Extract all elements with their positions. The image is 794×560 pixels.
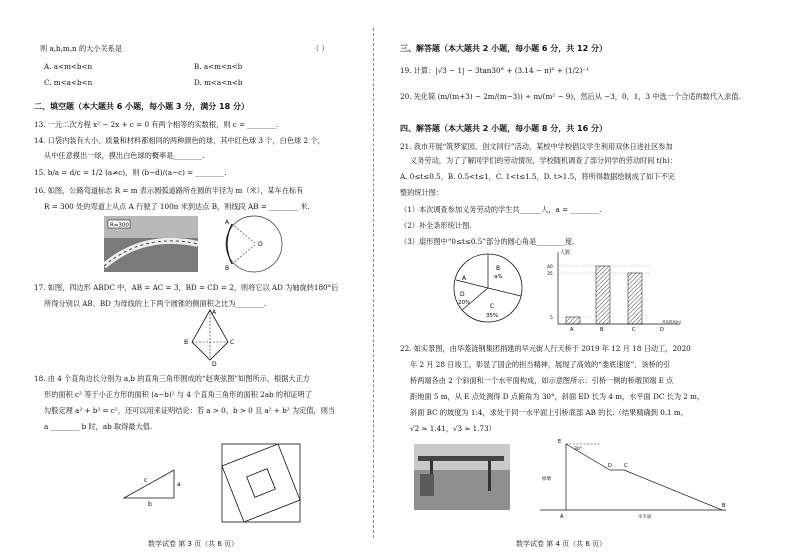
bar-y-tick-35: 35	[547, 272, 553, 277]
q18-label-b: b	[148, 501, 152, 508]
q17-kite-figure	[182, 306, 238, 366]
bar-y-tick-40: 40	[547, 265, 553, 270]
q13: 13. 一元二次方程 x² − 2x + c = 0 有两个相等的实数根，则 c = ________.	[34, 120, 279, 129]
q14-line2: 从中任意摸出一球，摸出白色球的概率是________.	[44, 151, 205, 160]
curve-sign-text: R=300	[110, 222, 129, 229]
left-page-footer: 数学试卷 第 3 页（共 6 页）	[148, 540, 239, 548]
q16-label-b: B	[225, 265, 230, 272]
q16-line1: 16. 如图，公路弯道标志 R = m 表示圆弧道路所在圆的半径为 m（米），某车在标有	[34, 186, 304, 195]
q22-label-c: C	[624, 463, 628, 469]
q21-line4: 整的统计图：	[400, 188, 444, 197]
pie-value-c: 35%	[486, 313, 499, 319]
q17-label-c: C	[230, 339, 235, 346]
q17-label-a: A	[212, 309, 217, 316]
bar-a	[566, 317, 580, 324]
pie-label-a: A	[462, 275, 467, 282]
q21-pie-chart	[450, 250, 526, 326]
q22-line4: 距地面 5 m，从 E 点处测得 D 点俯角为 30°，斜面 ED 长为 4 m，水平面 DC 长为 2 m，	[410, 392, 705, 401]
q22-line5: 斜面 BC 的坡度为 1:4，求处于同一水平面上引桥底部 AB 的长.（结果精确到 0.1 m，	[410, 408, 688, 417]
bar-x-c: C	[632, 327, 636, 333]
section-2-heading: 二、填空题（本大题共 6 小题，每小题 3 分，满分 18 分）	[34, 102, 249, 111]
q18-label-c: c	[144, 477, 148, 484]
q12-option-d: D. m<a<n<b	[194, 78, 243, 87]
bar-x-d: D	[660, 327, 664, 333]
q15: 15. b/a = d/c = 1/2 (a≠c)，则 (b−d)/(a−c) = ________.	[34, 168, 227, 177]
q18-line2: 形的面积 c² 等于小正方形的面积 (a−b)² 与 4 个直角三角形的面积 2ab 的和证明了	[44, 390, 312, 399]
q21-line2: 义务劳动，为了了解同学们的劳动情况，学校随机调查了部分同学的劳动时间 t(h)：	[410, 156, 677, 165]
q21-bar-chart	[544, 246, 694, 334]
q22-line3: 桥两端各由 2 个斜面和一个水平面构成，如示意图所示：引桥一侧的桥墩顶端 E 点	[410, 376, 674, 385]
q18-line1: 18. 由 4 个直角边长分别为 a,b 的直角三角形围成的“赵爽弦图”如图所示，根据大正方	[34, 374, 310, 383]
zhao-shuang-square	[222, 444, 300, 522]
q21-part2: （2）补全条形统计图.	[400, 221, 472, 230]
page-divider	[373, 28, 374, 538]
section-3-heading: 三、解答题（本大题共 2 小题，每小题 6 分，共 12 分）	[400, 44, 607, 53]
q16-arc	[227, 224, 232, 264]
bar-x-title: 劳动时间(h)	[662, 320, 681, 324]
q17-line2: 所得分别以 AB、BD 为母线的上下两个圆锥的侧面积之比为________.	[44, 299, 267, 308]
q16-circle	[226, 216, 282, 272]
q12-answer-paren: （ ）	[312, 44, 329, 53]
section-4-heading: 四、解答题（本大题共 2 小题，每小题 8 分，共 16 分）	[400, 124, 607, 133]
left-page	[30, 0, 358, 560]
q12-option-b: B. a<m<n<b	[194, 62, 243, 71]
q20: 20. 先化简 (m/(m+3) − 2m/(m−3)) ÷ m/(m² − 9)，然后从 −3，0，1，3 中选一个合适的数代入求值.	[400, 92, 741, 101]
q17-line1: 17. 如图，四边形 ABDC 中，AB = AC = 3，BD = CD = 2，则将它以 AD 为轴旋转180°后	[34, 283, 339, 292]
q22-label-d: D	[608, 463, 612, 469]
q22-label-b: B	[722, 503, 726, 509]
q21-line1: 21. 我市开展“筑梦家园，创文同行”活动，某校中学校倡议学生利用双休日进社区参加	[400, 142, 673, 151]
bar-x-b: B	[600, 327, 604, 333]
q16-label-a: A	[225, 219, 230, 226]
pie-value-b: a%	[494, 274, 503, 280]
q16-figure	[104, 214, 310, 274]
q22-label-pier: 桥墩	[542, 477, 551, 482]
q16-label-o: O	[258, 241, 263, 248]
q22-figure	[410, 434, 730, 520]
q18-label-a: a	[177, 481, 181, 488]
q12-option-a: A. a<m<b<n	[44, 62, 93, 71]
q18-figure	[110, 440, 310, 526]
right-triangle	[124, 470, 174, 498]
q22-label-e: E	[558, 439, 562, 445]
right-page	[396, 0, 741, 560]
q22-label-a: A	[560, 514, 564, 520]
q19: 19. 计算：|√3 − 1| − 3tan30° + (3.14 − π)⁰ + (1/2)⁻¹	[400, 66, 589, 75]
pie-label-c: C	[490, 303, 495, 310]
q18-line3: 勾股定理 a² + b² = c²，还可以用来证明结论：若 a > 0、b > 0 且 a² + b² 为定值，则当	[44, 406, 336, 415]
bar-c	[628, 273, 642, 324]
q21-line3: A. 0≤t≤0.5，B. 0.5<t≤1，C. 1<t≤1.5，D. t>1.5，将所得数据绘制成了如下不完	[400, 172, 675, 181]
q22-line2: 年 2 月 28 日竣工，彰显了国企的担当精神，展现了高效的“娄底速度”．该桥的引	[410, 360, 671, 369]
q22-label-horizontal: 水平面	[638, 515, 652, 520]
q12-stem: 则 a,b,m,n 的大小关系是	[40, 44, 123, 53]
bar-y-title: 人数	[560, 250, 571, 256]
q12-option-c: C. m<a<b<n	[44, 78, 93, 87]
pie-label-d: D	[460, 291, 465, 298]
q16-line2: R = 300 处的弯道上从点 A 行驶了 100π 米到达点 B，则线段 AB = ________ 米.	[44, 202, 310, 211]
q21-part1: （1）本次调查参加义务劳动的学生共______人，a = ________.	[400, 205, 602, 214]
pie-value-d: 20%	[458, 300, 471, 306]
right-page-footer: 数学试卷 第 4 页（共 6 页）	[516, 540, 607, 548]
q14-line1: 14. 口袋内装有大小、质量和材料都相同的两种颜色的球，其中红色球 3 个，白色球 2 个，	[34, 136, 325, 145]
q22-line6: √2 ≈ 1.41，√3 ≈ 1.73）	[410, 424, 496, 433]
q18-line4: a ________ b 时，ab 取得最大值.	[44, 422, 153, 431]
q17-label-d: D	[212, 361, 217, 366]
q22-label-30deg: 30°	[574, 447, 582, 452]
q17-label-b: B	[184, 339, 189, 346]
q21-part3: （3）扇形图中“0≤t≤0.5”部分的圆心角是________度.	[400, 237, 575, 246]
bar-y-tick-5: 5	[550, 316, 553, 321]
pie-label-b: B	[496, 265, 501, 272]
bar-b	[596, 266, 610, 324]
bar-x-a: A	[570, 327, 574, 333]
q22-line1: 22. 如实景图，由华菱涟钢集团捐建的早元街人行天桥于 2019 年 12 月 18 日动工，2020	[400, 344, 691, 353]
